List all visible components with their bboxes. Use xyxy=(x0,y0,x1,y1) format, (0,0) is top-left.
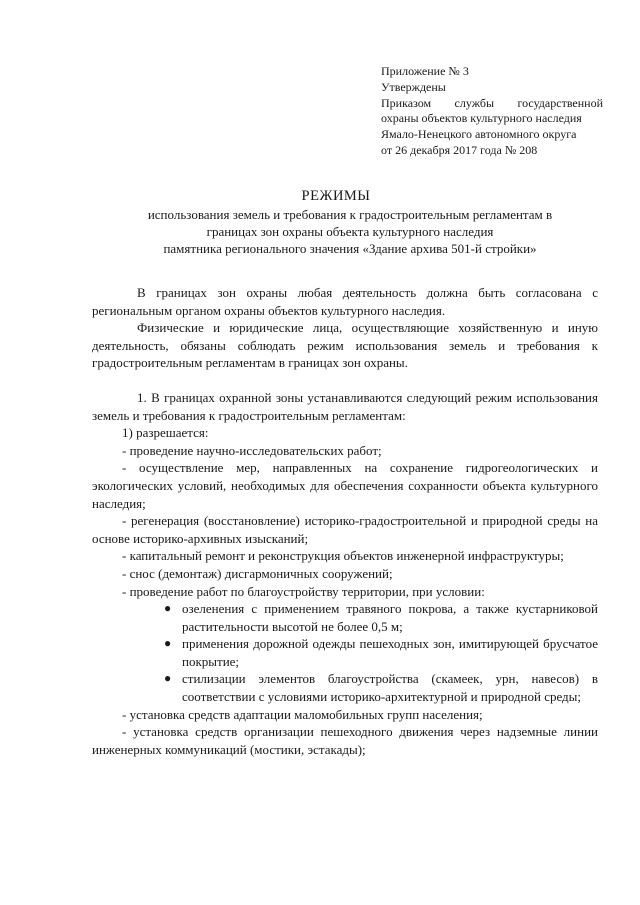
annex-order-line: Приказом службы государственной xyxy=(381,95,603,110)
list-item-accessibility: - установка средств адаптации маломобильных групп населения; xyxy=(122,706,483,722)
document-title: РЕЖИМЫ xyxy=(301,188,371,204)
approval-annex xyxy=(381,64,603,159)
bullet-icon: ● xyxy=(164,636,172,651)
paragraph-obligations: Физические и юридические лица, осуществляющие хозяйственную и иную деятельность, обязаны соблюдать режим использования земель и требования к градостроительным регламентам в границах зон охраны. xyxy=(92,320,598,371)
list-item xyxy=(164,635,598,670)
list-item-demolition: - снос (демонтаж) дисгармоничных сооружений; xyxy=(122,565,393,581)
document-body xyxy=(92,284,598,758)
subtitle-line-3: памятника регионального значения «Здание архива 501-й стройки» xyxy=(163,241,537,256)
document-subtitle xyxy=(70,206,630,257)
list-item-regeneration: - регенерация (восстановление) историко-градостроительной и природной среды на основе историко-архивных изысканий; xyxy=(92,513,598,546)
condition-paving: применения дорожной одежды пешеходных зон, имитирующей брусчатое покрытие; xyxy=(182,636,598,669)
condition-greening: озеленения с применением травяного покрова, а также кустарниковой растительности высотой не более 0,5 м; xyxy=(182,601,598,634)
list-item xyxy=(164,670,598,705)
subtitle-line-2: границах зон охраны объекта культурного наследия xyxy=(206,224,494,239)
annex-approved: Утверждены xyxy=(381,79,446,94)
list-item-pedestrian: - установка средств организации пешеходного движения через надземные линии инженерных коммуникаций (мостики, эстакады); xyxy=(92,724,598,757)
paragraph-coordination: В границах зон охраны любая деятельность должна быть согласована с региональным органом охраны объектов культурного наследия. xyxy=(92,285,598,318)
list-item-repair: - капитальный ремонт и реконструкция объектов инженерной инфраструктуры; xyxy=(122,548,564,564)
bullet-icon: ● xyxy=(164,601,172,616)
list-heading-allowed: 1) разрешается: xyxy=(122,425,209,441)
bullet-icon: ● xyxy=(164,671,172,686)
list-item xyxy=(164,600,598,635)
annex-date-line: от 26 декабря 2017 года № 208 xyxy=(381,142,538,157)
list-item-landscaping: - проведение работ по благоустройству территории, при условии: xyxy=(122,583,485,599)
annex-number: Приложение № 3 xyxy=(381,64,469,78)
list-item-research: - проведение научно-исследовательских работ; xyxy=(122,442,382,458)
landscaping-conditions xyxy=(92,600,598,706)
paragraph-section-1: 1. В границах охранной зоны устанавливаются следующий режим использования земель и требования к градостроительным регламентам: xyxy=(92,389,598,423)
annex-region-line: Ямало-Ненецкого автономного округа xyxy=(381,127,577,142)
condition-stylization: стилизации элементов благоустройства (скамеек, урн, навесов) в соответствии с условиями историко-архитектурной и природной среды; xyxy=(182,671,598,705)
annex-agency-line: охраны объектов культурного наследия xyxy=(381,111,582,126)
subtitle-line-1: использования земель и требования к градостроительным регламентам в xyxy=(147,207,553,222)
list-item-hydro: - осуществление мер, направленных на сохранение гидрогеологических и экологических условий, необходимых для обеспечения сохранности объекта культурного наследия; xyxy=(92,460,598,511)
